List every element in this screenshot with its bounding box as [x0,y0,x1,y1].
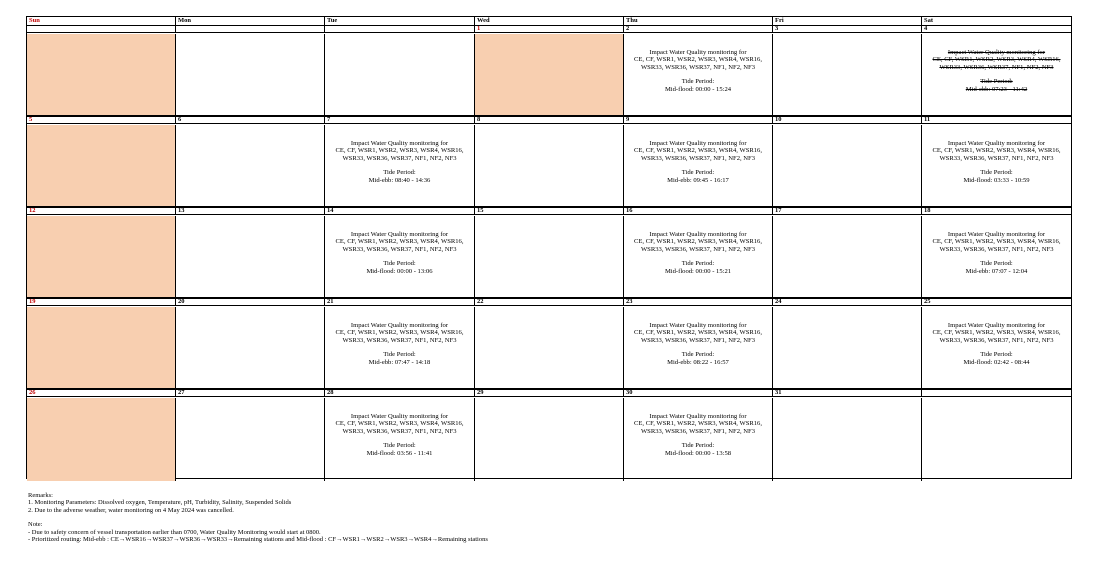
day-number: 17 [773,208,922,215]
event-title: Impact Water Quality monitoring for [649,413,747,420]
day-number: 12 [27,208,176,215]
day-cell[interactable] [475,216,624,299]
event-stations: WSR33, WSR36, WSR37, NF1, NF2, NF3 [640,245,756,253]
event-stations: CE, CF, WSR1, WSR2, WSR3, WSR4, WSR16, [335,238,464,246]
tide-period-label: Tide Period: [681,260,715,268]
event-title: Impact Water Quality monitoring for [350,140,449,147]
day-number [922,390,1071,397]
tide-period-label: Tide Period: [980,260,1013,268]
event-stations: WSR33, WSR36, WSR37, NF1, NF2, NF3 [640,427,756,435]
note-heading: Note: [28,521,43,529]
note-item: - Prioritized routing: Mid-ebb : CE→WSR16→WSR37→WSR36→WSR33→Remaining stations and Mid-flood : CF→WSR1→WSR2→WSR3→WSR4→Remaining stations [28,536,488,544]
day-cell[interactable] [176,216,325,299]
day-cell[interactable] [922,307,1071,390]
event-stations: CE, CF, WSR1, WSR2, WSR3, WSR4, WSR16, [335,147,464,155]
day-cell[interactable] [325,216,475,299]
event-stations: CE, CF, WSR1, WSR2, WSR3, WSR4, WSR16, [633,420,763,428]
event-stations: WSR33, WSR36, WSR37, NF1, NF2, NF3 [342,336,457,344]
event-stations: CE, CF, WSR1, WSR2, WSR3, WSR4, WSR16, [932,56,1061,64]
tide-period-label: Tide Period: [980,169,1013,177]
day-cell[interactable] [475,125,624,208]
day-cell[interactable] [773,125,922,208]
weekday-header-tue: Tue [325,17,475,26]
day-cell[interactable] [922,398,1071,481]
tide-period-value: Mid-ebb: 09:45 - 16:17 [667,176,729,184]
event-title: Impact Water Quality monitoring for [947,231,1046,238]
tide-period-value: Mid-flood: 00:00 - 13:58 [664,449,732,457]
day-number: 5 [27,117,176,124]
day-cell[interactable] [475,307,624,390]
day-cell[interactable] [325,307,475,390]
day-number: 11 [922,117,1071,124]
tide-period-value: Mid-flood: 00:00 - 15:21 [664,267,732,275]
event-stations: CE, CF, WSR1, WSR2, WSR3, WSR4, WSR16, [633,238,763,246]
day-number: 4 [922,26,1071,33]
weekday-header-mon: Mon [176,17,325,26]
monitoring-event[interactable] [325,322,474,366]
event-stations: CE, CF, WSR1, WSR2, WSR3, WSR4, WSR16, [932,238,1061,246]
tide-period-label: Tide Period: [681,442,715,450]
tide-period-label: Tide Period: [383,442,416,450]
remarks-section [28,492,488,543]
day-number: 19 [27,299,176,306]
weekday-header-wed: Wed [475,17,624,26]
event-stations: CE, CF, WSR1, WSR2, WSR3, WSR4, WSR16, [932,329,1061,337]
day-cell[interactable] [176,398,325,481]
tide-period-value: Mid-ebb: 08:40 - 14:36 [368,176,431,184]
day-number: 20 [176,299,325,306]
day-number: 22 [475,299,624,306]
event-stations: WSR33, WSR36, WSR37, NF1, NF2, NF3 [640,154,756,162]
event-stations: WSR33, WSR36, WSR37, NF1, NF2, NF3 [939,154,1054,162]
event-stations: WSR33, WSR36, WSR37, NF1, NF2, NF3 [939,63,1054,71]
tide-period-label: Tide Period: [383,260,416,268]
day-cell[interactable] [27,216,176,299]
weekday-header-fri: Fri [773,17,922,26]
event-stations: WSR33, WSR36, WSR37, NF1, NF2, NF3 [640,336,756,344]
day-cell[interactable] [773,307,922,390]
tide-period-label: Tide Period: [681,78,715,86]
cancelled-monitoring-event[interactable] [922,49,1071,93]
event-stations: WSR33, WSR36, WSR37, NF1, NF2, NF3 [939,245,1054,253]
day-number: 28 [325,390,475,397]
tide-period-value: Mid-flood: 00:00 - 15:24 [664,85,732,93]
day-number: 30 [624,390,773,397]
monitoring-event[interactable] [624,140,772,184]
weekday-header-sat: Sat [922,17,1071,26]
monitoring-event[interactable] [325,231,474,275]
day-cell[interactable] [325,34,475,117]
day-cell[interactable] [475,34,624,117]
day-cell[interactable] [922,216,1071,299]
day-cell[interactable] [27,34,176,117]
day-number: 8 [475,117,624,124]
event-stations: WSR33, WSR36, WSR37, NF1, NF2, NF3 [342,427,457,435]
monitoring-event[interactable] [624,322,772,366]
day-cell[interactable] [624,216,773,299]
tide-period-label: Tide Period: [383,351,416,359]
event-stations: CE, CF, WSR1, WSR2, WSR3, WSR4, WSR16, [633,147,763,155]
monitoring-event[interactable] [922,231,1071,275]
day-number: 18 [922,208,1071,215]
event-stations: CE, CF, WSR1, WSR2, WSR3, WSR4, WSR16, [633,56,763,64]
day-cell[interactable] [624,398,773,481]
day-number [325,26,475,33]
day-number: 24 [773,299,922,306]
day-number: 31 [773,390,922,397]
day-cell[interactable] [27,398,176,481]
event-stations: CE, CF, WSR1, WSR2, WSR3, WSR4, WSR16, [335,420,464,428]
tide-period-label: Tide Period: [681,169,715,177]
monitoring-event[interactable] [325,140,474,184]
day-number: 21 [325,299,475,306]
day-number: 23 [624,299,773,306]
tide-period-label: Tide Period: [980,78,1013,86]
day-number: 26 [27,390,176,397]
day-number: 13 [176,208,325,215]
tide-period-value: Mid-flood: 03:56 - 11:41 [366,449,433,457]
day-cell[interactable] [773,216,922,299]
day-number: 7 [325,117,475,124]
tide-period-value: Mid-flood: 03:33 - 10:59 [963,176,1030,184]
day-number: 3 [773,26,922,33]
event-stations: CE, CF, WSR1, WSR2, WSR3, WSR4, WSR16, [932,147,1061,155]
day-cell[interactable] [176,34,325,117]
note-item: - Due to safety concern of vessel transportation earlier than 0700, Water Quality Monitoring would start at 0800. [28,528,321,536]
remark-item: 1. Monitoring Parameters: Dissolved oxygen, Temperature, pH, Turbidity, Salinity, Suspended Solids [28,499,292,507]
day-number: 25 [922,299,1071,306]
tide-period-value: Mid-ebb: 08:22 - 16:57 [667,358,729,366]
remarks-heading: Remarks: [28,492,53,499]
day-cell[interactable] [624,125,773,208]
day-number: 14 [325,208,475,215]
monitoring-event[interactable] [624,231,772,275]
event-title: Impact Water Quality monitoring for [947,140,1046,147]
event-stations: WSR33, WSR36, WSR37, NF1, NF2, NF3 [640,63,756,71]
tide-period-label: Tide Period: [980,351,1013,359]
day-number [176,26,325,33]
day-number: 27 [176,390,325,397]
day-number: 6 [176,117,325,124]
day-number: 9 [624,117,773,124]
event-stations: WSR33, WSR36, WSR37, NF1, NF2, NF3 [939,336,1054,344]
day-cell[interactable] [176,125,325,208]
day-number: 10 [773,117,922,124]
weekday-header-thu: Thu [624,17,773,26]
tide-period-value: Mid-ebb: 07:23 - 11:42 [965,85,1028,93]
monitoring-event[interactable] [922,322,1071,366]
event-title: Impact Water Quality monitoring for [947,49,1046,56]
monitoring-event[interactable] [325,413,474,457]
day-cell[interactable] [27,125,176,208]
event-title: Impact Water Quality monitoring for [649,322,747,329]
day-cell[interactable] [922,34,1071,117]
day-cell[interactable] [475,398,624,481]
tide-period-value: Mid-flood: 02:42 - 08:44 [963,358,1030,366]
day-cell[interactable] [624,307,773,390]
day-number [27,26,176,33]
day-cell[interactable] [773,398,922,481]
day-number: 16 [624,208,773,215]
day-number: 29 [475,390,624,397]
event-stations: CE, CF, WSR1, WSR2, WSR3, WSR4, WSR16, [633,329,763,337]
event-title: Impact Water Quality monitoring for [350,231,449,238]
event-title: Impact Water Quality monitoring for [947,322,1046,329]
day-cell[interactable] [325,398,475,481]
tide-period-value: Mid-flood: 00:00 - 13:06 [366,267,433,275]
monthly-calendar [26,16,1072,479]
event-title: Impact Water Quality monitoring for [649,231,747,238]
event-title: Impact Water Quality monitoring for [350,322,449,329]
weekday-header-sun: Sun [27,17,176,26]
event-stations: CE, CF, WSR1, WSR2, WSR3, WSR4, WSR16, [335,329,464,337]
day-number: 1 [475,26,624,33]
day-cell[interactable] [922,125,1071,208]
tide-period-value: Mid-ebb: 07:47 - 14:18 [368,358,431,366]
event-title: Impact Water Quality monitoring for [350,413,449,420]
day-number: 2 [624,26,773,33]
monitoring-event[interactable] [624,413,772,457]
day-number: 15 [475,208,624,215]
tide-period-value: Mid-ebb: 07:07 - 12:04 [965,267,1028,275]
day-cell[interactable] [325,125,475,208]
day-cell[interactable] [773,34,922,117]
monitoring-event[interactable] [624,49,772,93]
remark-item: 2. Due to the adverse weather, water monitoring on 4 May 2024 was cancelled. [28,506,234,514]
tide-period-label: Tide Period: [383,169,416,177]
tide-period-label: Tide Period: [681,351,715,359]
day-cell[interactable] [27,307,176,390]
day-cell[interactable] [624,34,773,117]
monitoring-event[interactable] [922,140,1071,184]
event-stations: WSR33, WSR36, WSR37, NF1, NF2, NF3 [342,154,457,162]
event-stations: WSR33, WSR36, WSR37, NF1, NF2, NF3 [342,245,457,253]
event-title: Impact Water Quality monitoring for [649,49,747,56]
event-title: Impact Water Quality monitoring for [649,140,747,147]
day-cell[interactable] [176,307,325,390]
